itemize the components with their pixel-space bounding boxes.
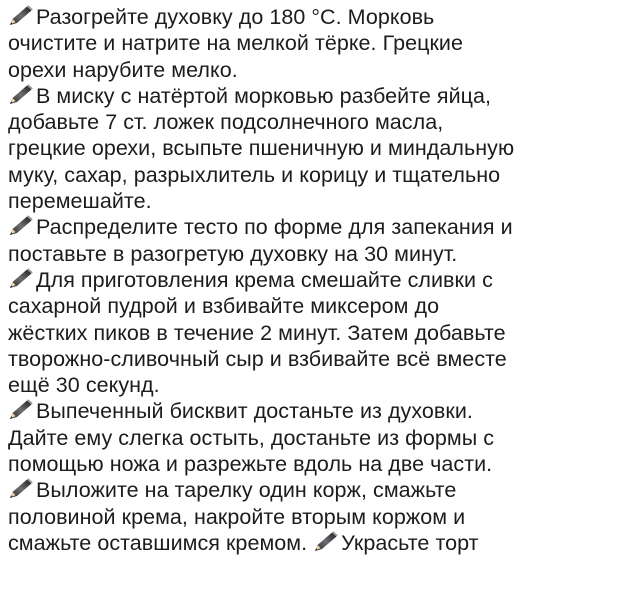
pencil-icon [8, 5, 34, 27]
step-6-line-1: Выложите на тарелку один корж, смажьте [8, 477, 626, 503]
step-5-line-2: Дайте ему слегка остыть, достаньте из формы с [8, 425, 495, 450]
step-7-line-1: Украсьте торт [341, 530, 479, 555]
step-2-line-2: добавьте 7 ст. ложек подсолнечного масла, [8, 110, 444, 135]
step-2-line-4: муку, сахар, разрыхлитель и корицу и тщательно [8, 162, 501, 187]
pencil-icon [8, 268, 34, 290]
pencil-icon [8, 84, 34, 106]
step-3-line-1: Распределите тесто по форме для запекания и [8, 214, 626, 240]
pencil-icon [313, 531, 339, 553]
step-2-line-1: В миску с натёртой морковью разбейте яйца, [8, 83, 626, 109]
step-4-line-5: ещё 30 секунд. [8, 373, 160, 398]
pencil-icon [8, 399, 34, 421]
pencil-icon [8, 478, 34, 500]
step-5-line-3: помощью ножа и разрежьте вдоль на две части. [8, 452, 493, 477]
step-4-line-1: Для приготовления крема смешайте сливки с [8, 267, 626, 293]
step-4-line-4: творожно-сливочный сыр и взбивайте всё вместе [8, 346, 507, 371]
step-2-line-3: грецкие орехи, всыпьте пшеничную и миндальную [8, 136, 515, 161]
step-4-line-3: жёстких пиков в течение 2 минут. Затем добавьте [8, 320, 506, 345]
step-6-line-3: смажьте оставшимся кремом. Украсьте торт [8, 530, 479, 555]
step-1-line-2: очистите и натрите на мелкой тёрке. Грецкие [8, 31, 463, 56]
step-1-line-3: орехи нарубите мелко. [8, 57, 238, 82]
step-3-line-2: поставьте в разогретую духовку на 30 минут. [8, 241, 458, 266]
step-5-line-1: Выпеченный бисквит достаньте из духовки. [8, 398, 626, 424]
step-4-line-2: сахарной пудрой и взбивайте миксером до [8, 294, 440, 319]
recipe-steps [8, 4, 626, 556]
pencil-icon [8, 215, 34, 237]
step-2-line-5: перемешайте. [8, 189, 152, 214]
step-1-line-1: Разогрейте духовку до 180 °С. Морковь [8, 4, 626, 30]
step-6-line-2: половиной крема, накройте вторым коржом и [8, 504, 466, 529]
